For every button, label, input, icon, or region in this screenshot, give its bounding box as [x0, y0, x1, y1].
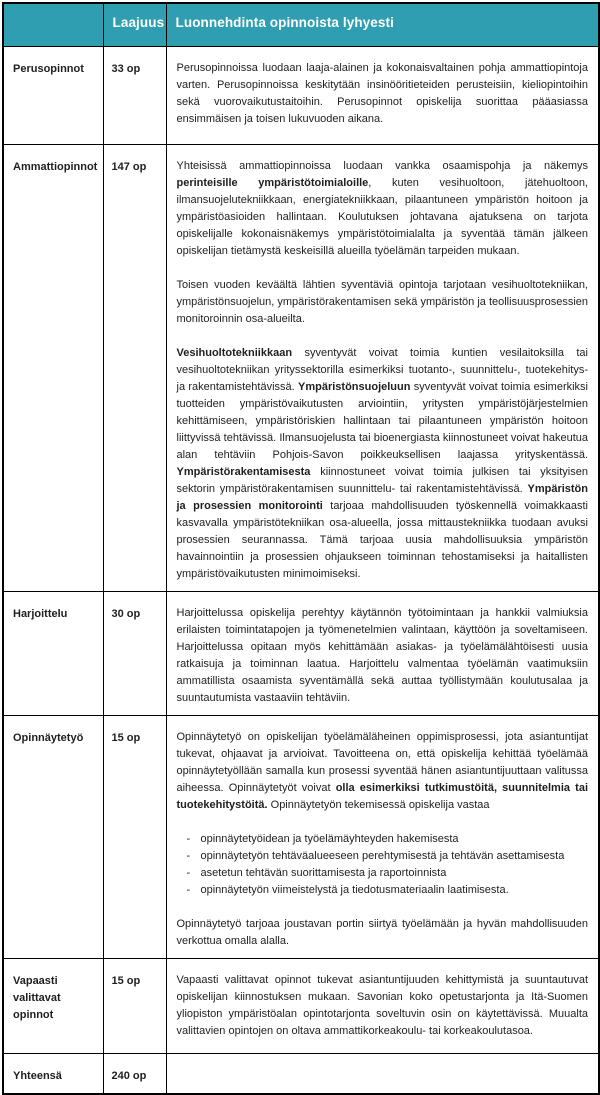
row-description [166, 958, 599, 1053]
row-extent: 240 op [103, 1053, 166, 1094]
text-run: tarjoaa mahdollisuuden työskennellä voimakkaasti kasvavalla ympäristötekniikan osa-alueella, jossa mittaustekniikka tuodaan avuksi prosessien seurannassa. Tämä tarjoaa uusia mahdollisuuksia ympäristön havainnointiin ja prosessien ohjaukseen toiminnan tehostamiseksi ja haitallisten ympäristövaikutusten minimoimiseksi. [176, 499, 589, 580]
text-run: syventyvät voivat toimia kuntien vesilaitoksilla tai vesihuoltotekniikan yrityssektorilla esimerkiksi tuotanto-, suunnittelu-, tuotekehitys- ja rakentamistehtävissä. [176, 346, 588, 393]
bullet-item: - asetetun tehtävän suorittamisesta ja raportoinnista [201, 865, 589, 882]
table-row [3, 715, 599, 958]
description-paragraph [177, 605, 589, 707]
table-header [3, 3, 599, 46]
bullet-item: - opinnäytetyöidean ja työelämäyhteyden hakemisesta [201, 831, 589, 848]
row-extent: 15 op [103, 958, 166, 1053]
row-extent: 15 op [103, 715, 166, 958]
text-run: Perusopinnoissa luodaan laaja-alainen ja kokonaisvaltainen pohja ammattiopintoja varten. Perusopinnoissa keskitytään insinööritieteiden perusteisiin, kieliopintoihin sekä vuorovaikutustaitoihin. Perusopinnot opiskelija suorittaa pääasiassa ensimmäisen ja toisen lukuvuoden aikana. [176, 61, 588, 125]
description-paragraph [177, 916, 589, 950]
text-run: Yhteisissä ammattiopinnoissa luodaan vankka osaamispohja ja näkemys [176, 159, 588, 172]
bold-text-run: Vesihuoltotekniikkaan [176, 346, 293, 359]
row-extent: 30 op [103, 591, 166, 715]
row-description [166, 715, 599, 958]
text-run: Opinnäytetyö on opiskelijan työelämäläheinen oppimisprosessi, jota asiantuntijat tukevat, ohjaavat ja arvioivat. Tavoitteena on, että opiskelija kehittää työelämää opinnäytetyöllään samalla kun prosessi syventää hänen asiantuntijuuttaan valitussa aiheessa. Opinnäytetyöt voivat [176, 730, 588, 794]
bold-text-run: Ympäristön ja prosessien monitorointi [176, 482, 588, 512]
table-row [3, 144, 599, 591]
description-bullet-list [177, 831, 589, 899]
text-run: , kuten vesihuoltoon, jätehuoltoon, ilmansuojelutekniikkaan, energiatekniikkaan, pilaantuneen ympäristön hoitoon ja ympäristöasioiden hallintaan. Koulutuksen johtavana ajatuksena on tarjota opiskelijalle kokonaisnäkemys ympäristötoimialalta ja syventää tämän jälkeen opiskelijan tietämystä keskeisillä alueilla työelämän tarpeiden mukaan. [176, 176, 588, 257]
text-run: Harjoittelussa opiskelija perehtyy käytännön työtoimintaan ja hankkii valmiuksia erilaisten toimintatapojen ja työmenetelmien valintaan, käyttöön ja soveltamiseen. Harjoittelussa opitaan myös kehittämään asiakas- ja työelämälähtöisesti uusia ratkaisuja ja toiminnan laatua. Harjoittelu valmentaa työelämän vaatimuksiin ammatillista osaamista syventämällä sekä auttaa työllistymään koulutusalaa ja suuntautumista vastaaviin tehtäviin. [176, 606, 588, 704]
header-row [3, 3, 599, 46]
table-row [3, 958, 599, 1053]
row-description [166, 46, 599, 144]
bold-text-run: Ympäristörakentamisesta [176, 465, 311, 478]
bold-text-run: olla esimerkiksi tutkimustöitä, suunnitelmia tai tuotekehitystöitä. [176, 781, 588, 811]
row-label: Harjoittelu [3, 591, 103, 715]
row-label: Yhteensä [3, 1053, 103, 1094]
row-extent: 33 op [103, 46, 166, 144]
table-body [3, 46, 599, 1094]
bullet-item: - opinnäytetyön tehtäväalueeseen perehtymisestä ja tehtävän asettamisesta [201, 848, 589, 865]
bullet-item: - opinnäytetyön viimeistelystä ja tiedotusmateriaalin laatimisesta. [201, 882, 589, 899]
header-cell-category [3, 3, 103, 46]
description-paragraph [177, 277, 589, 328]
description-paragraph [177, 60, 589, 128]
row-label: Opinnäytetyö [3, 715, 103, 958]
row-extent: 147 op [103, 144, 166, 591]
description-paragraph [177, 972, 589, 1040]
row-label: Vapaasti valittavat opinnot [3, 958, 103, 1053]
curriculum-table [2, 2, 600, 1095]
description-paragraph [177, 158, 589, 260]
text-run: Opinnäytetyö tarjoaa joustavan portin siirtyä työelämään ja hyvän mahdollisuuden verkottua omalla alalla. [176, 917, 588, 947]
text-run: Opinnäytetyön tekemisessä opiskelija vastaa [267, 798, 490, 811]
header-cell-extent: Laajuus [103, 3, 166, 46]
bold-text-run: Ympäristönsuojeluun [298, 380, 411, 393]
text-run: syventyvät voivat toimia esimerkiksi tuotteiden ympäristövaikutusten arviointiin, yritysten ympäristöjärjestelmien kehittämiseen, ympäristöriskien hallintaan tai pilaantuneen ympäristön hoitoon liittyvissä tehtävissä. Ilmansuojelusta tai bioenergiasta kiinnostuneet voivat hakeutua alan tehtäviin Pohjois-Savon poikkeuksellisen laajassa yrityskentässä. [176, 380, 588, 461]
row-description [166, 1053, 599, 1094]
table-row [3, 591, 599, 715]
row-label: Ammattiopinnot [3, 144, 103, 591]
text-run: Toisen vuoden keväältä lähtien syventäviä opintoja tarjotaan vesihuoltotekniikan, ympäristönsuojelun, ympäristörakentamisen sekä ympäristön ja teollisuusprosessien monitoroinnin osa-alueilta. [176, 278, 588, 325]
text-run: Vapaasti valittavat opinnot tukevat asiantuntijuuden kehittymistä ja suuntautuvat opiskelijan kiinnostuksen mukaan. Savonian koko opetustarjonta ja Itä-Suomen yliopiston ympäristöalan opintotarjonta soveltuvin osin on käytettävissä. Muualta valittavien opintojen on oltava ammattikorkeakoulu- tai korkeakoulutasoa. [176, 973, 588, 1037]
text-run: kiinnostuneet voivat toimia julkisen tai yksityisen sektorin ympäristörakentamisen suunnittelu- tai rakentamistehtävissä. [176, 465, 588, 495]
table-row [3, 1053, 599, 1094]
header-cell-description: Luonnehdinta opinnoista lyhyesti [166, 3, 599, 46]
row-description [166, 144, 599, 591]
row-label: Perusopinnot [3, 46, 103, 144]
description-paragraph [177, 345, 589, 583]
description-paragraph [177, 729, 589, 814]
row-description [166, 591, 599, 715]
bold-text-run: perinteisille ympäristötoimialoille [176, 176, 369, 189]
table-row [3, 46, 599, 144]
